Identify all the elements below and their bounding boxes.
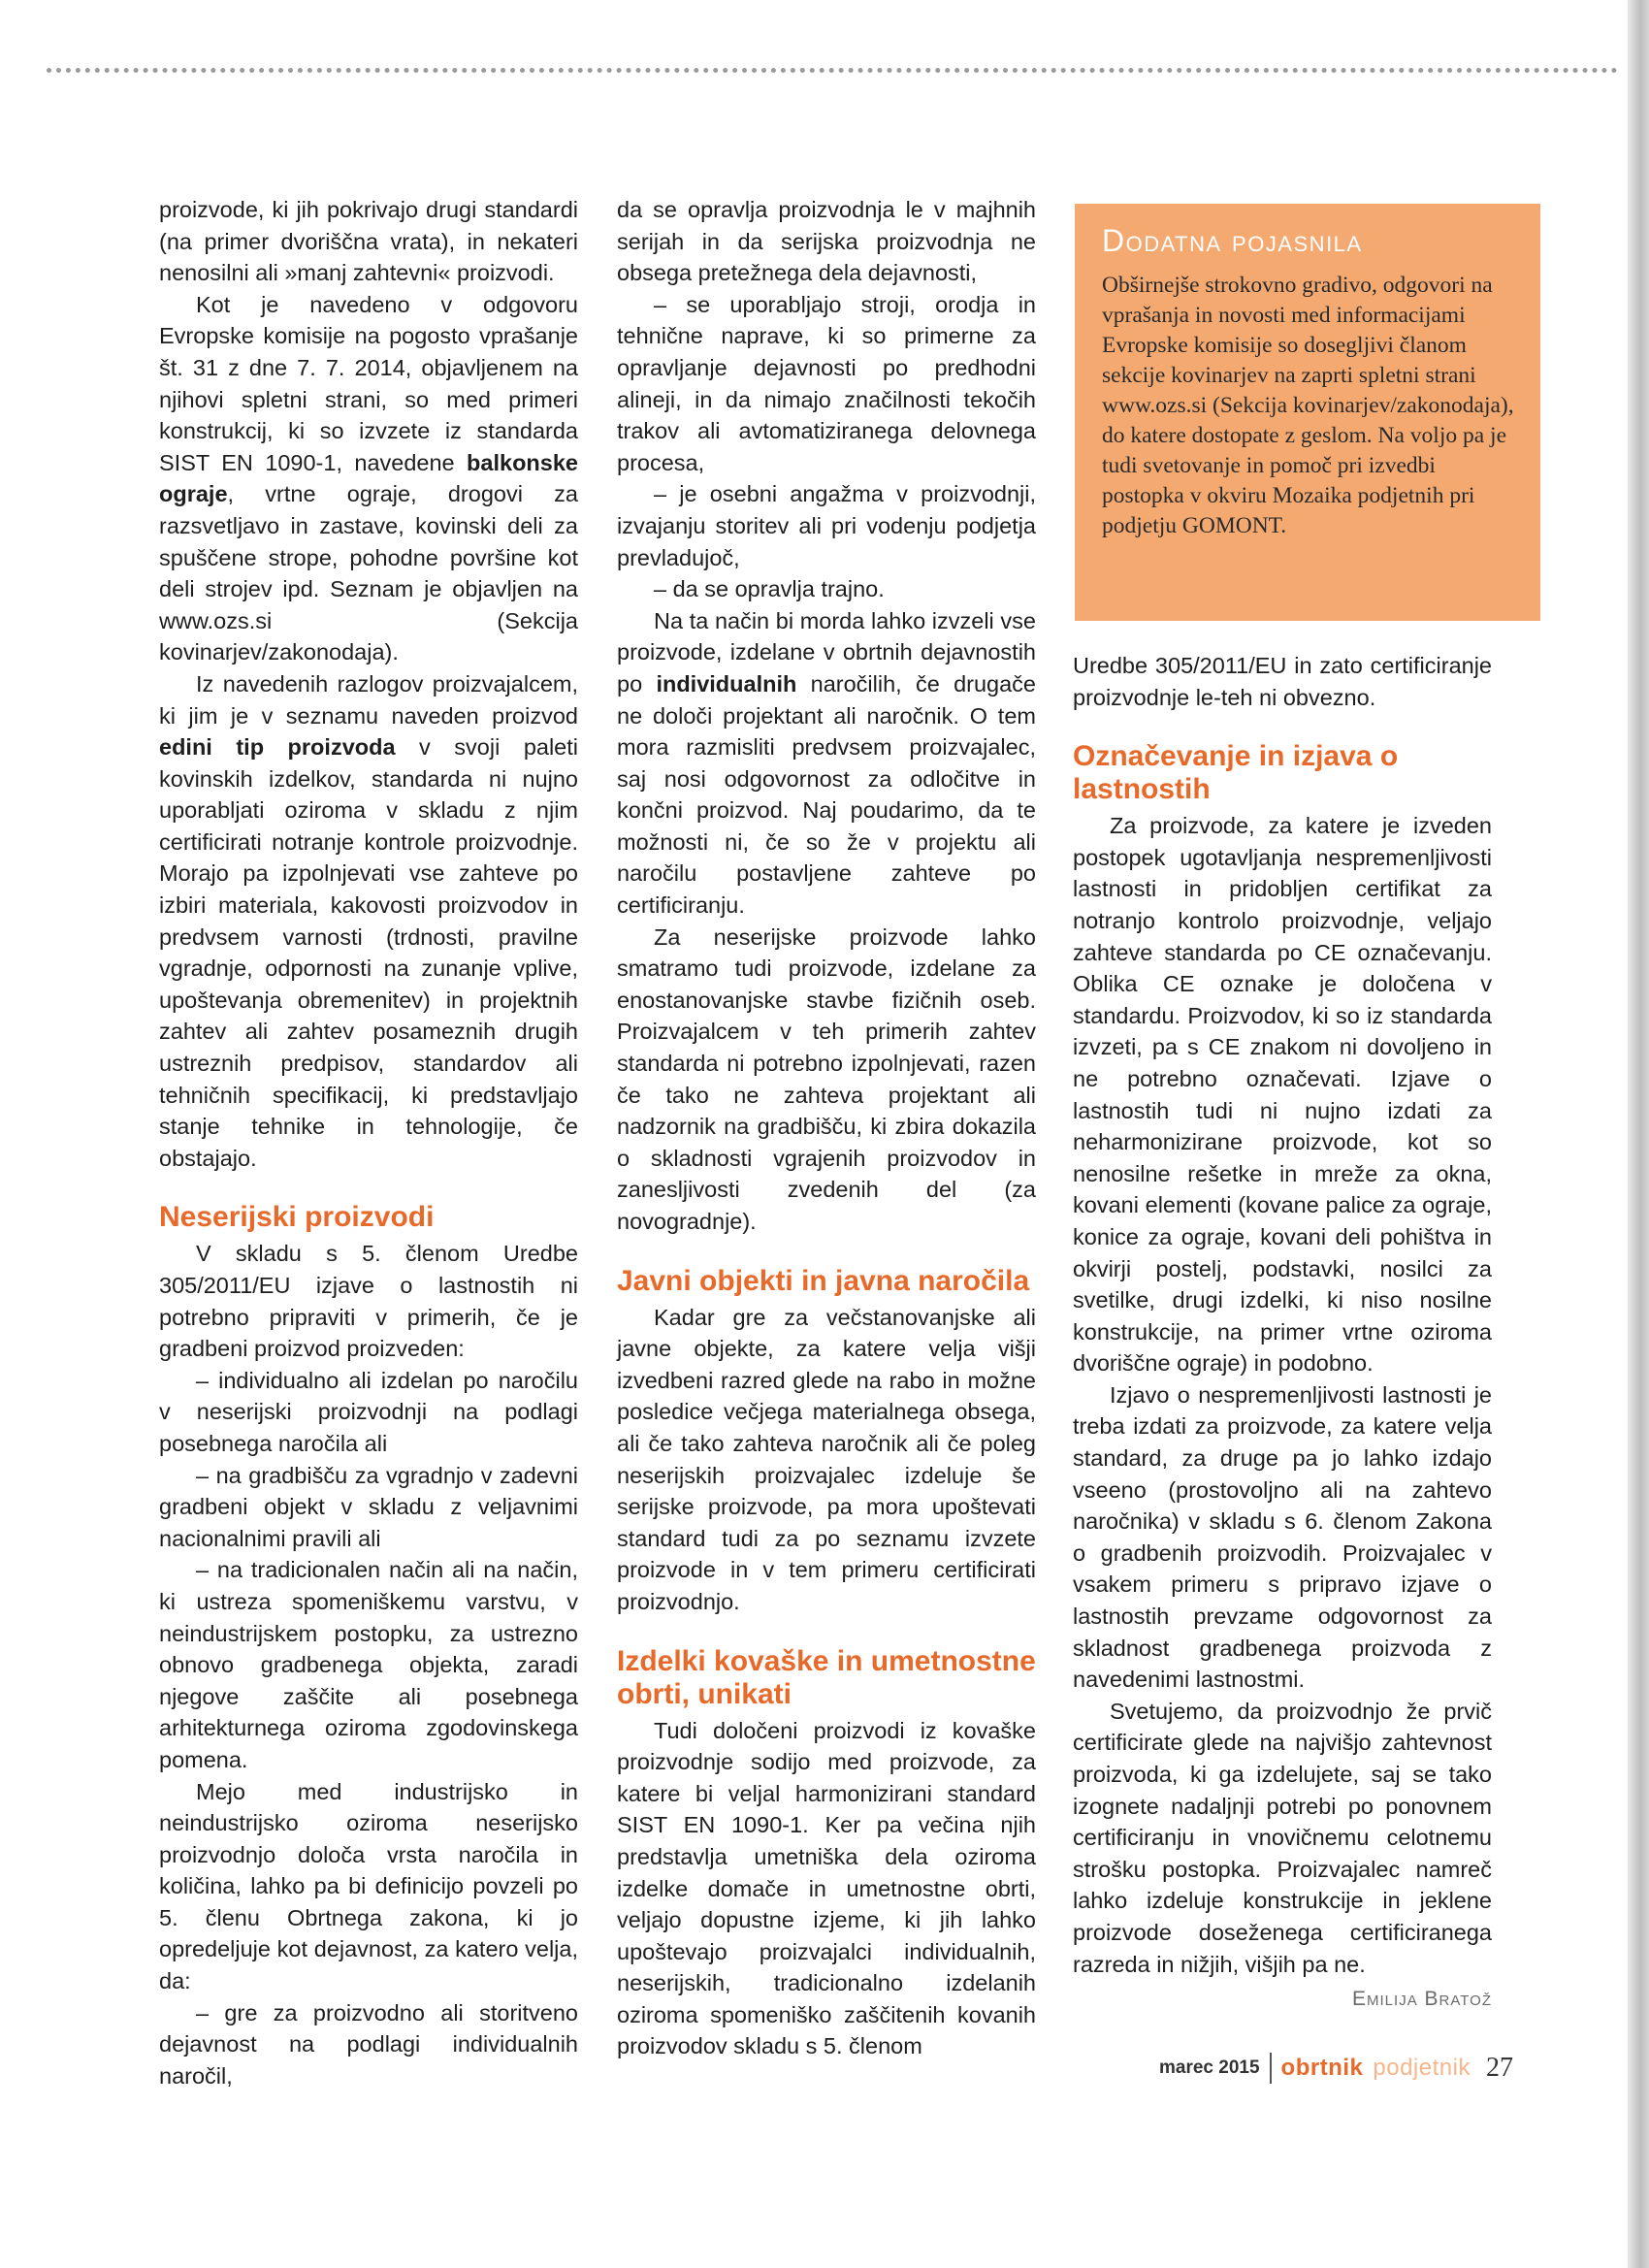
section-heading-oznacevanje: Označevanje in izjava o lastnostih — [1073, 740, 1399, 806]
text-run: naročilih, če drugače ne določi projektant ali naročnik. O tem mora razmisliti predvsem proizvajalec, saj nosi odgovornost za odločitve in končni proizvod. Naj poudarimo, da te možnosti ni, če so že v projektu ali naročilu postavljene zahteve po certificiranju. — [617, 670, 1036, 919]
sidebar-box-text — [1102, 271, 1517, 541]
sidebar-box — [1075, 204, 1540, 621]
page-footer — [1159, 2049, 1513, 2088]
paragraph: Uredbe 305/2011/EU in zato certificiranje proizvodnje le-teh ni obvezno. — [1073, 653, 1492, 710]
text-run: v svoji paleti kovinskih izdelkov, standarda ni nujno uporabljati oziroma v skladu z njim certificirati notranje kontrole proizvodnje. Morajo pa izpolnjevati vse zahteve po izbiri materiala, kakovosti proizvodov in predvsem varnosti (trdnosti, pravilne vgradnje, odpornosti na zunanje vplive, upoštevanja obremenitev) in projektnih zahtev ali zahtev posameznih drugih ustreznih predpisov, standardov ali tehničnih specifikacij, ki predstavljajo stanje tehnike in tehnologije, če obstajajo. — [159, 734, 579, 1171]
page-edge-shadow — [1628, 0, 1649, 2268]
issue-date: marec 2015 — [1159, 2057, 1260, 2078]
paragraph — [617, 605, 1036, 922]
sidebar-box-title: Dodatna pojasnila — [1102, 223, 1363, 258]
text-run: Kot je navedeno v odgovoru Evropske komisije na pogosto vprašanje št. 31 z dne 7. 7. 2014, objavljenem na njihovi spletni strani, so med primeri konstrukcij, ki so izvzete iz standarda SIST EN 1090-1, navedene — [159, 291, 578, 475]
list-item: – je osebni angažma v proizvodnji, izvajanju storitev ali pri vodenju podjetja prevladujoč, — [617, 481, 1036, 570]
section-heading-neserijski: Neserijski proizvodi — [159, 1201, 435, 1234]
paragraph: Za neserijske proizvode lahko smatramo tudi proizvode, izdelane za enostanovanjske stavbe fizičnih oseb. Proizvajalcem v teh primerih zahtev standarda ni potrebno izpolnjevati, razen če tako ne zahteva projektant ali nadzornik na gradbišču, ki zbira dokazila o skladnosti vgrajenih proizvodov in zanesljivosti zvedenih del (za novogradnje). — [617, 923, 1036, 1234]
column-2 — [617, 194, 1036, 2062]
page-number: 27 — [1485, 2053, 1513, 2083]
text-run: Iz navedenih razlogov proizvajalcem, ki jim je v seznamu naveden proizvod — [159, 670, 578, 729]
paragraph: Izjavo o nespremenljivosti lastnosti je treba izdati za proizvode, za katere velja standard, za druge pa jo lahko izdajo vseeno (prostovoljno ali na zahtevo naročnika) v skladu s 6. členom Zakona o gradbenih proizvodih. Proizvajalec v vsakem primeru s pripravo izjave o lastnostih prevzame odgovornost za skladnost gradbenega proizvoda z navedenimi lastnostmi. — [1073, 1381, 1492, 1693]
paragraph: da se opravlja proizvodnja le v majhnih serijah in da serijska proizvodnja ne obsega pretežnega dela dejavnosti, — [617, 197, 1036, 286]
list-item: – na gradbišču za vgradnjo v zadevni gradbeni objekt v skladu z veljavnimi nacionalnimi pravili ali — [159, 1462, 578, 1551]
list-item: – se uporabljajo stroji, orodja in tehnične naprave, ki so primerne za opravljanje dejavnosti po predhodni alineji, in da nimajo značilnosti tekočih trakov ali avtomatiziranega delovnega procesa, — [617, 291, 1036, 475]
author-name: Emilija Bratož — [1352, 1988, 1492, 2011]
list-item: – individualno ali izdelan po naročilu v neserijski proizvodnji na podlagi posebnega naročila ali — [159, 1367, 578, 1456]
footer-divider — [1270, 2053, 1272, 2084]
list-item: – gre za proizvodno ali storitveno dejavnost na podlagi individualnih naročil, — [159, 1999, 578, 2089]
section-heading-javni: Javni objekti in javna naročila — [617, 1264, 1030, 1297]
list-item: – na tradicionalen način ali na način, ki ustreza spomeniškemu varstvu, v neindustrijskem postopku, za ustrezno obnovo gradbenega objekta, zaradi njegove zaščite ali posebnega arhitekturnega oziroma zgodovinskega pomena. — [159, 1557, 578, 1772]
paragraph: V skladu s 5. členom Uredbe 305/2011/EU izjave o lastnostih ni potrebno pripraviti v primerih, če je gradbeni proizvod proizveden: — [159, 1241, 578, 1362]
top-dotted-rule — [47, 68, 1618, 73]
text-run: , vrtne ograje, drogovi za razsvetljavo in zastave, kovinski deli za spuščene strope, pohodne površine kot deli strojev ipd. Seznam je objavljen na www.ozs.si (Sekcija kovinarjev/zakonodaja). — [159, 481, 578, 665]
sidebar-box-paragraph: Obširnejše strokovno gradivo, odgovori na vprašanja in novosti med informacijami Evropske komisije so dosegljivi članom sekcije kovinarjev na zaprti spletni strani www.ozs.si (Sekcija kovinarjev/zakonodaja), do katere dostopate z geslom. Na voljo pa je tudi svetovanje in pomoč pri izvedbi postopka v okviru Mozaika podjetnih pri podjetju GOMONT. — [1102, 273, 1514, 538]
bold-term: edini tip proizvoda — [159, 734, 396, 761]
magazine-logo-podjetnik: podjetnik — [1373, 2055, 1471, 2081]
bold-term: balkonske ograje — [159, 449, 578, 507]
column-1 — [159, 194, 578, 2091]
text-run: Na ta način bi morda lahko izvzeli vse proizvode, izdelane v obrtnih dejavnostih po — [617, 607, 1036, 697]
paragraph: Mejo med industrijsko in neindustrijsko oziroma neserijsko proizvodnjo določa vrsta naročila in količina, lahko pa bi definicijo povzeli po 5. členu Obrtnega zakona, ki jo opredeljuje kot dejavnost, za katero velja, da: — [159, 1778, 578, 1994]
paragraph: proizvode, ki jih pokrivajo drugi standardi (na primer dvoriščna vrata), in nekateri nenosilni ali »manj zahtevni« proizvodi. — [159, 197, 578, 286]
paragraph: Za proizvode, za katere je izveden postopek ugotavljanja nespremenljivosti lastnosti in pridobljen certifikat za notranjo kontrolo proizvodnje, veljajo zahteve standarda po CE označevanju. Oblika CE oznake je določena v standardu. Proizvodov, ki so iz standarda izvzeti, pa s CE znakom ni dovoljeno in ne potrebno označevati. Izjave o lastnostih tudi ni nujno izdati za neharmonizirane proizvode, kot so nenosilne rešetke in mreže za okna, kovani elementi (kovane palice za ograje, konice za ograje, kovani deli pohištva in okvirji postelj, podstavki, nosilci za svetilke, drugi izdelki, ki niso nosilne konstrukcije, na primer vrtne oziroma dvoriščne ograje) in podobno. — [1073, 813, 1492, 1377]
paragraph — [159, 289, 578, 668]
magazine-logo-obrtnik: obrtnik — [1280, 2055, 1364, 2081]
column-3 — [1073, 650, 1492, 2016]
paragraph: Svetujemo, da proizvodnjo že prvič certificirate glede na najvišjo zahtevnost proizvoda, ki ga izdelujete, saj se tako izognete nadaljnji potrebi po ponovnem certificiranju in vnovičnemu celotnemu strošku postopka. Proizvajalec namreč lahko izdeluje konstrukcije in jeklene proizvode doseženega certificiranega razreda in nižjih, višjih pa ne. — [1073, 1698, 1492, 1977]
section-heading-izdelki: Izdelki kovaške in umetnostne obrti, unikati — [617, 1644, 1036, 1710]
list-item: – da se opravlja trajno. — [654, 576, 885, 602]
paragraph — [159, 668, 578, 1175]
paragraph: Kadar gre za večstanovanjske ali javne objekte, za katere velja višji izvedbeni razred glede na rabo in možne posledice večjega materialnega obsega, ali če tako zahteva naročnik ali če poleg neserijskih proizvajalec izdeluje še serijske proizvode, pa mora upoštevati standard tudi za po seznamu izvzete proizvode in v tem primeru certificirati proizvodnjo. — [617, 1304, 1036, 1614]
bold-term: individualnih — [656, 670, 797, 697]
paragraph: Tudi določeni proizvodi iz kovaške proizvodnje sodijo med proizvode, za katere bi veljal harmonizirani standard SIST EN 1090-1. Ker pa večina njih predstavlja umetniška dela oziroma izdelke domače in umetnostne obrti, veljajo dopustne izjeme, ki jih lahko upoštevajo proizvajalci individualnih, neserijskih, tradicionalno izdelanih oziroma spomeniško zaščitenih kovanih proizvodov skladu s 5. členom — [617, 1717, 1036, 2059]
